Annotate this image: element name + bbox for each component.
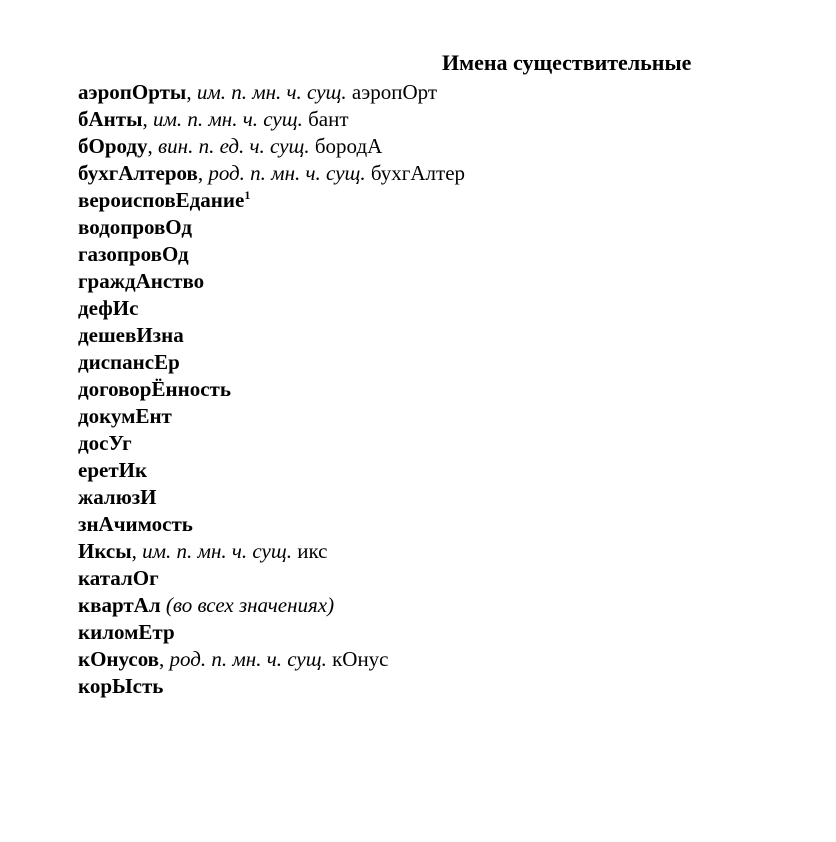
entry-base-form: бородА: [309, 134, 383, 158]
entry-word: водопровОд: [78, 215, 192, 239]
entry-word: досУг: [78, 431, 132, 455]
list-item: [78, 79, 465, 106]
entry-base-form: бухгАлтер: [365, 161, 466, 185]
list-item: [78, 619, 465, 646]
entry-word: диспансЕр: [78, 350, 180, 374]
entry-word: бОроду: [78, 134, 148, 158]
entry-word: корЫсть: [78, 674, 164, 698]
entry-word: аэропОрты: [78, 80, 187, 104]
entry-grammar-note: им. п. мн. ч. сущ.: [196, 80, 347, 104]
list-item: [78, 646, 465, 673]
list-item: [78, 187, 465, 214]
entry-word: кОнусов: [78, 647, 160, 671]
entry-word: газопровОд: [78, 242, 189, 266]
entry-word: бАнты: [78, 107, 143, 131]
list-item: [78, 484, 465, 511]
entry-word: жалюзИ: [78, 485, 157, 509]
entry-separator: ,: [186, 80, 197, 104]
list-item: [78, 403, 465, 430]
list-item: [78, 133, 465, 160]
list-item: [78, 565, 465, 592]
list-item: [78, 511, 465, 538]
entry-usage-note: (во всех значениях): [165, 593, 335, 617]
list-item: [78, 160, 465, 187]
entry-base-form: бант: [302, 107, 349, 131]
list-item: [78, 349, 465, 376]
entry-separator: ,: [159, 647, 170, 671]
entry-word: еретИк: [78, 458, 148, 482]
list-item: [78, 214, 465, 241]
list-item: [78, 673, 465, 700]
entry-word: граждАнство: [78, 269, 205, 293]
entry-grammar-note: род. п. мн. ч. сущ.: [169, 647, 327, 671]
entry-grammar-note: род. п. мн. ч. сущ.: [208, 161, 366, 185]
entry-separator: ,: [142, 107, 153, 131]
entry-base-form: аэропОрт: [346, 80, 438, 104]
entry-grammar-note: вин. п. ед. ч. сущ.: [158, 134, 310, 158]
list-item: [78, 322, 465, 349]
entry-word: знАчимость: [78, 512, 193, 536]
entry-word: квартАл: [78, 593, 161, 617]
list-item: [78, 295, 465, 322]
list-item: [78, 457, 465, 484]
entry-word: бухгАлтеров: [78, 161, 198, 185]
entry-base-form: кОнус: [326, 647, 389, 671]
entry-separator: ,: [197, 161, 209, 185]
entry-separator: ,: [147, 134, 159, 158]
entry-word: договорЁнность: [78, 377, 231, 401]
entry-word: вероисповЕдание: [78, 188, 245, 212]
entry-word: дефИс: [78, 296, 139, 320]
entry-word: докумЕнт: [78, 404, 172, 428]
list-item: [78, 106, 465, 133]
section-heading: Имена существительные: [442, 50, 692, 75]
entry-word: каталОг: [78, 566, 159, 590]
list-item: [78, 538, 465, 565]
entry-grammar-note: им. п. мн. ч. сущ.: [142, 539, 292, 563]
list-item: [78, 592, 465, 619]
list-item: [78, 241, 465, 268]
list-item: [78, 268, 465, 295]
entry-base-form: икс: [291, 539, 328, 563]
list-item: [78, 376, 465, 403]
entry-grammar-note: им. п. мн. ч. сущ.: [152, 107, 303, 131]
list-item: [78, 430, 465, 457]
entry-separator: ,: [131, 539, 143, 563]
entry-word: киломЕтр: [78, 620, 175, 644]
footnote-marker: 1: [244, 188, 251, 202]
word-list: [78, 79, 465, 700]
entry-word: дешевИзна: [78, 323, 184, 347]
entry-word: Иксы: [78, 539, 132, 563]
